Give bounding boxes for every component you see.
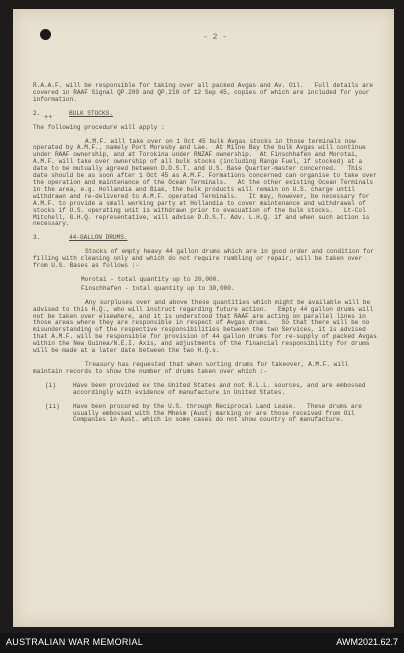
quantity-morotai: Morotai - total quantity up to 20,000. [81, 275, 220, 283]
document-sheet [13, 9, 394, 627]
footer-reference-id: AWM2021.62.7 [336, 637, 398, 647]
archive-footer [0, 633, 404, 653]
list-item [33, 383, 378, 397]
intro-paragraph: R.A.A.F. will be responsible for taking over all packed Avgas and Av. Oil. Full details are covered in RAAF Signal QP.209 and QP.210 of 12 Sep 45, copies of which are included for your information. [33, 82, 377, 103]
procedure-lead: The following procedure will apply : [33, 123, 165, 131]
drums-paragraph-3: Treasury has requested that when sorting drums for takeover, A.M.F. will maintain records to show the number of drums taken over which :- [33, 361, 352, 375]
section-2-heading [33, 111, 378, 118]
quantity-finschhafen: Finschhafen - total quantity up to 30,000. [81, 284, 235, 292]
list-item-label: (ii) [45, 402, 60, 410]
list-item-text: Have been procured by the U.S. through Reciprocal Land Lease. These drums are usually embossed with the Mhesm (Aust) marking or are those received from Oil Companies in Aust. which in some cases do not show country of manufacture. [73, 402, 366, 424]
list-item [33, 404, 378, 425]
footer-archive-name: AUSTRALIAN WAR MEMORIAL [6, 637, 144, 647]
margin-mark: ++ [44, 114, 53, 122]
drums-paragraph-2: Any surpluses over and above these quantities which might be available will be advised to this H.Q., who will instruct regarding future action. Empty 44 gallon drums will not be taken over elsewhere, and it is understood that RAAF are acting on parallel lines in those areas where they are responsible in respect of Avgas drums. So that there will be no misunderstanding of the respective responsibilities between the two Services, it is advised that A.M.F. will be responsible for provision of 44 gallon drums for re-supply of packed Avgas within the New Guinea/N.E.I. Axis, and adjustments of the financial responsibility for drums will be made at a later date between the two H.Q.s. [33, 298, 381, 355]
section-3-heading [33, 235, 378, 242]
section-number: 2. [33, 109, 41, 117]
page-number: - 2 - [203, 33, 228, 42]
list-item-text: Have been provided ex the United States and not R.L.L. sources, and are embossed accordingly with evidence of manufacture in United States. [73, 381, 370, 396]
punch-hole [40, 29, 51, 40]
document-body [33, 82, 381, 431]
list-item-label: (i) [45, 381, 56, 389]
section-title: BULK STOCKS. [69, 109, 113, 117]
bulk-stocks-paragraph: A.M.F. will take over on 1 Oct 45 bulk Avgas stocks in those terminals now operated by A.M.F., namely Port Moresby and Lae. At Milne Bay the bulk Avgas will continue under RAAF ownership, and at Torokina under RNZAF ownership. At Finschhafen and Morotai, A.M.F. will take over ownership of all bulk stocks (including Range Fuel, if stocked) at a date to be mutually agreed between D.D.S.T. and U.S. Base Quarter-master concerned. This date should be as soon after 1 Oct 45 as A.M.F. Formations concerned can organise to take over the operation and maintenance of the Ocean Terminals. At the other existing Ocean Terminals in the area, e.g. Hollandia and Biak, the bulk products will remain on U.S. charge until withdrawn and re-delivered to A.M.F. operated Terminals. It may, however, be necessary for A.M.F. to provide a small working party at Hollandia to cover maintenance and withdrawal of stocks if U.S. operating unit is withdrawn prior to evacuation of the bulk stocks. Lt-Col Mitchell, G.H.Q. representative, will advise D.D.S.T. Adv. L.H.Q. if and when such action is necessary. [33, 137, 381, 228]
section-number: 3. [33, 234, 41, 242]
drums-paragraph-1: Stocks of empty heavy 44 gallon drums which are in good order and condition for filling with cleaning only and which do not require rumbling or repair, will be taken over from U.S. Bases as follows :- [33, 248, 378, 270]
section-title: 44-GALLON DRUMS. [69, 234, 128, 242]
